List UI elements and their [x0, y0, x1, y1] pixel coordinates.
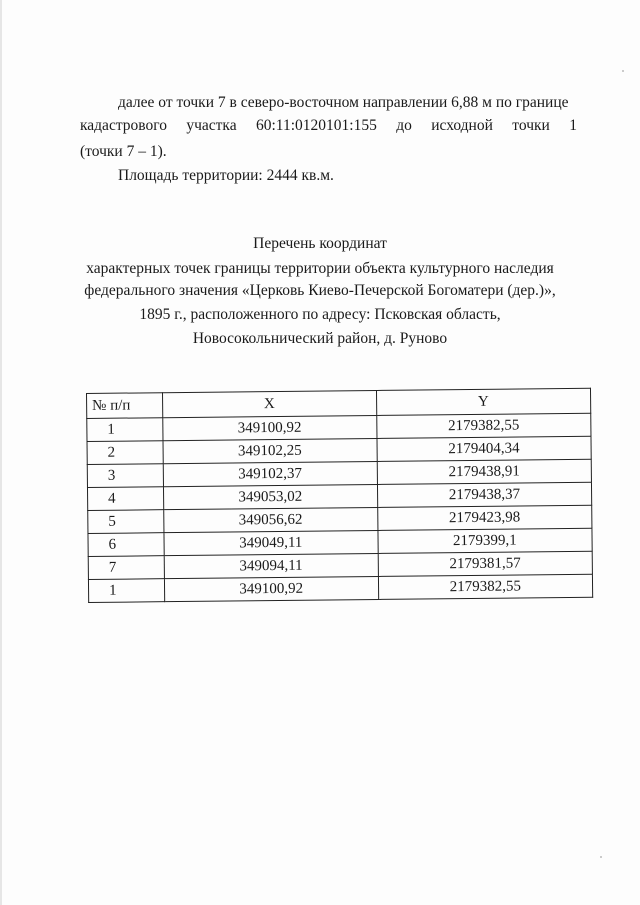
cell-number: 2	[87, 441, 163, 465]
paragraph-line-1: далее от точки 7 в северо-восточном направлении 6,88 м по границе	[118, 94, 569, 111]
table-row	[88, 574, 592, 602]
cell-x: 349049,11	[164, 530, 378, 555]
cell-y: 2179381,57	[378, 551, 593, 576]
word: 60:11:0120101:155	[255, 117, 377, 134]
paragraph-line-3: (точки 7 – 1).	[80, 143, 167, 160]
heading-line-2: характерных точек границы территории объекта культурного наследия	[86, 260, 554, 277]
cell-y: 2179382,55	[376, 413, 591, 438]
scan-speck	[600, 856, 602, 858]
cell-y: 2179423,98	[377, 505, 592, 530]
cell-number: 1	[87, 418, 163, 442]
scan-speck	[622, 70, 624, 72]
list-title: Перечень координат	[253, 235, 387, 252]
word: участка	[186, 117, 237, 134]
word: кадастрового	[80, 117, 167, 134]
cell-x: 349102,37	[163, 461, 377, 486]
header-number: № п/п	[87, 393, 163, 419]
cell-x: 349053,02	[163, 484, 377, 509]
cell-number: 6	[88, 533, 164, 557]
heading-line-4: 1895 г., расположенного по адресу: Псковская область,	[139, 306, 501, 323]
cell-x: 349056,62	[164, 507, 378, 532]
scan-edge	[0, 0, 2, 905]
word: точки	[512, 117, 550, 134]
cell-number: 7	[88, 556, 164, 580]
cell-y: 2179382,55	[378, 574, 593, 599]
word: исходной	[431, 117, 493, 134]
coordinates-table	[86, 388, 593, 603]
header-x: X	[162, 390, 376, 417]
cell-number: 4	[87, 487, 163, 511]
cell-number: 5	[88, 510, 164, 534]
cell-x: 349094,11	[164, 553, 378, 578]
word: до	[396, 117, 412, 134]
cell-y: 2179399,1	[378, 528, 593, 553]
cell-number: 1	[88, 579, 164, 603]
cell-y: 2179438,37	[377, 482, 592, 507]
cell-y: 2179404,34	[377, 436, 592, 461]
cell-x: 349100,92	[163, 415, 377, 440]
word: 1	[569, 117, 577, 134]
heading-line-3: федерального значения «Церковь Киево-Печерской Богоматери (дер.)»,	[84, 282, 556, 299]
paragraph-line-2	[80, 115, 577, 137]
area-statement: Площадь территории: 2444 кв.м.	[118, 167, 334, 184]
header-y: Y	[376, 388, 591, 415]
cell-x: 349100,92	[164, 576, 378, 601]
cell-y: 2179438,91	[377, 459, 592, 484]
cell-number: 3	[87, 464, 163, 488]
cell-x: 349102,25	[163, 438, 377, 463]
heading-line-5: Новосокольнический район, д. Руново	[192, 330, 448, 347]
